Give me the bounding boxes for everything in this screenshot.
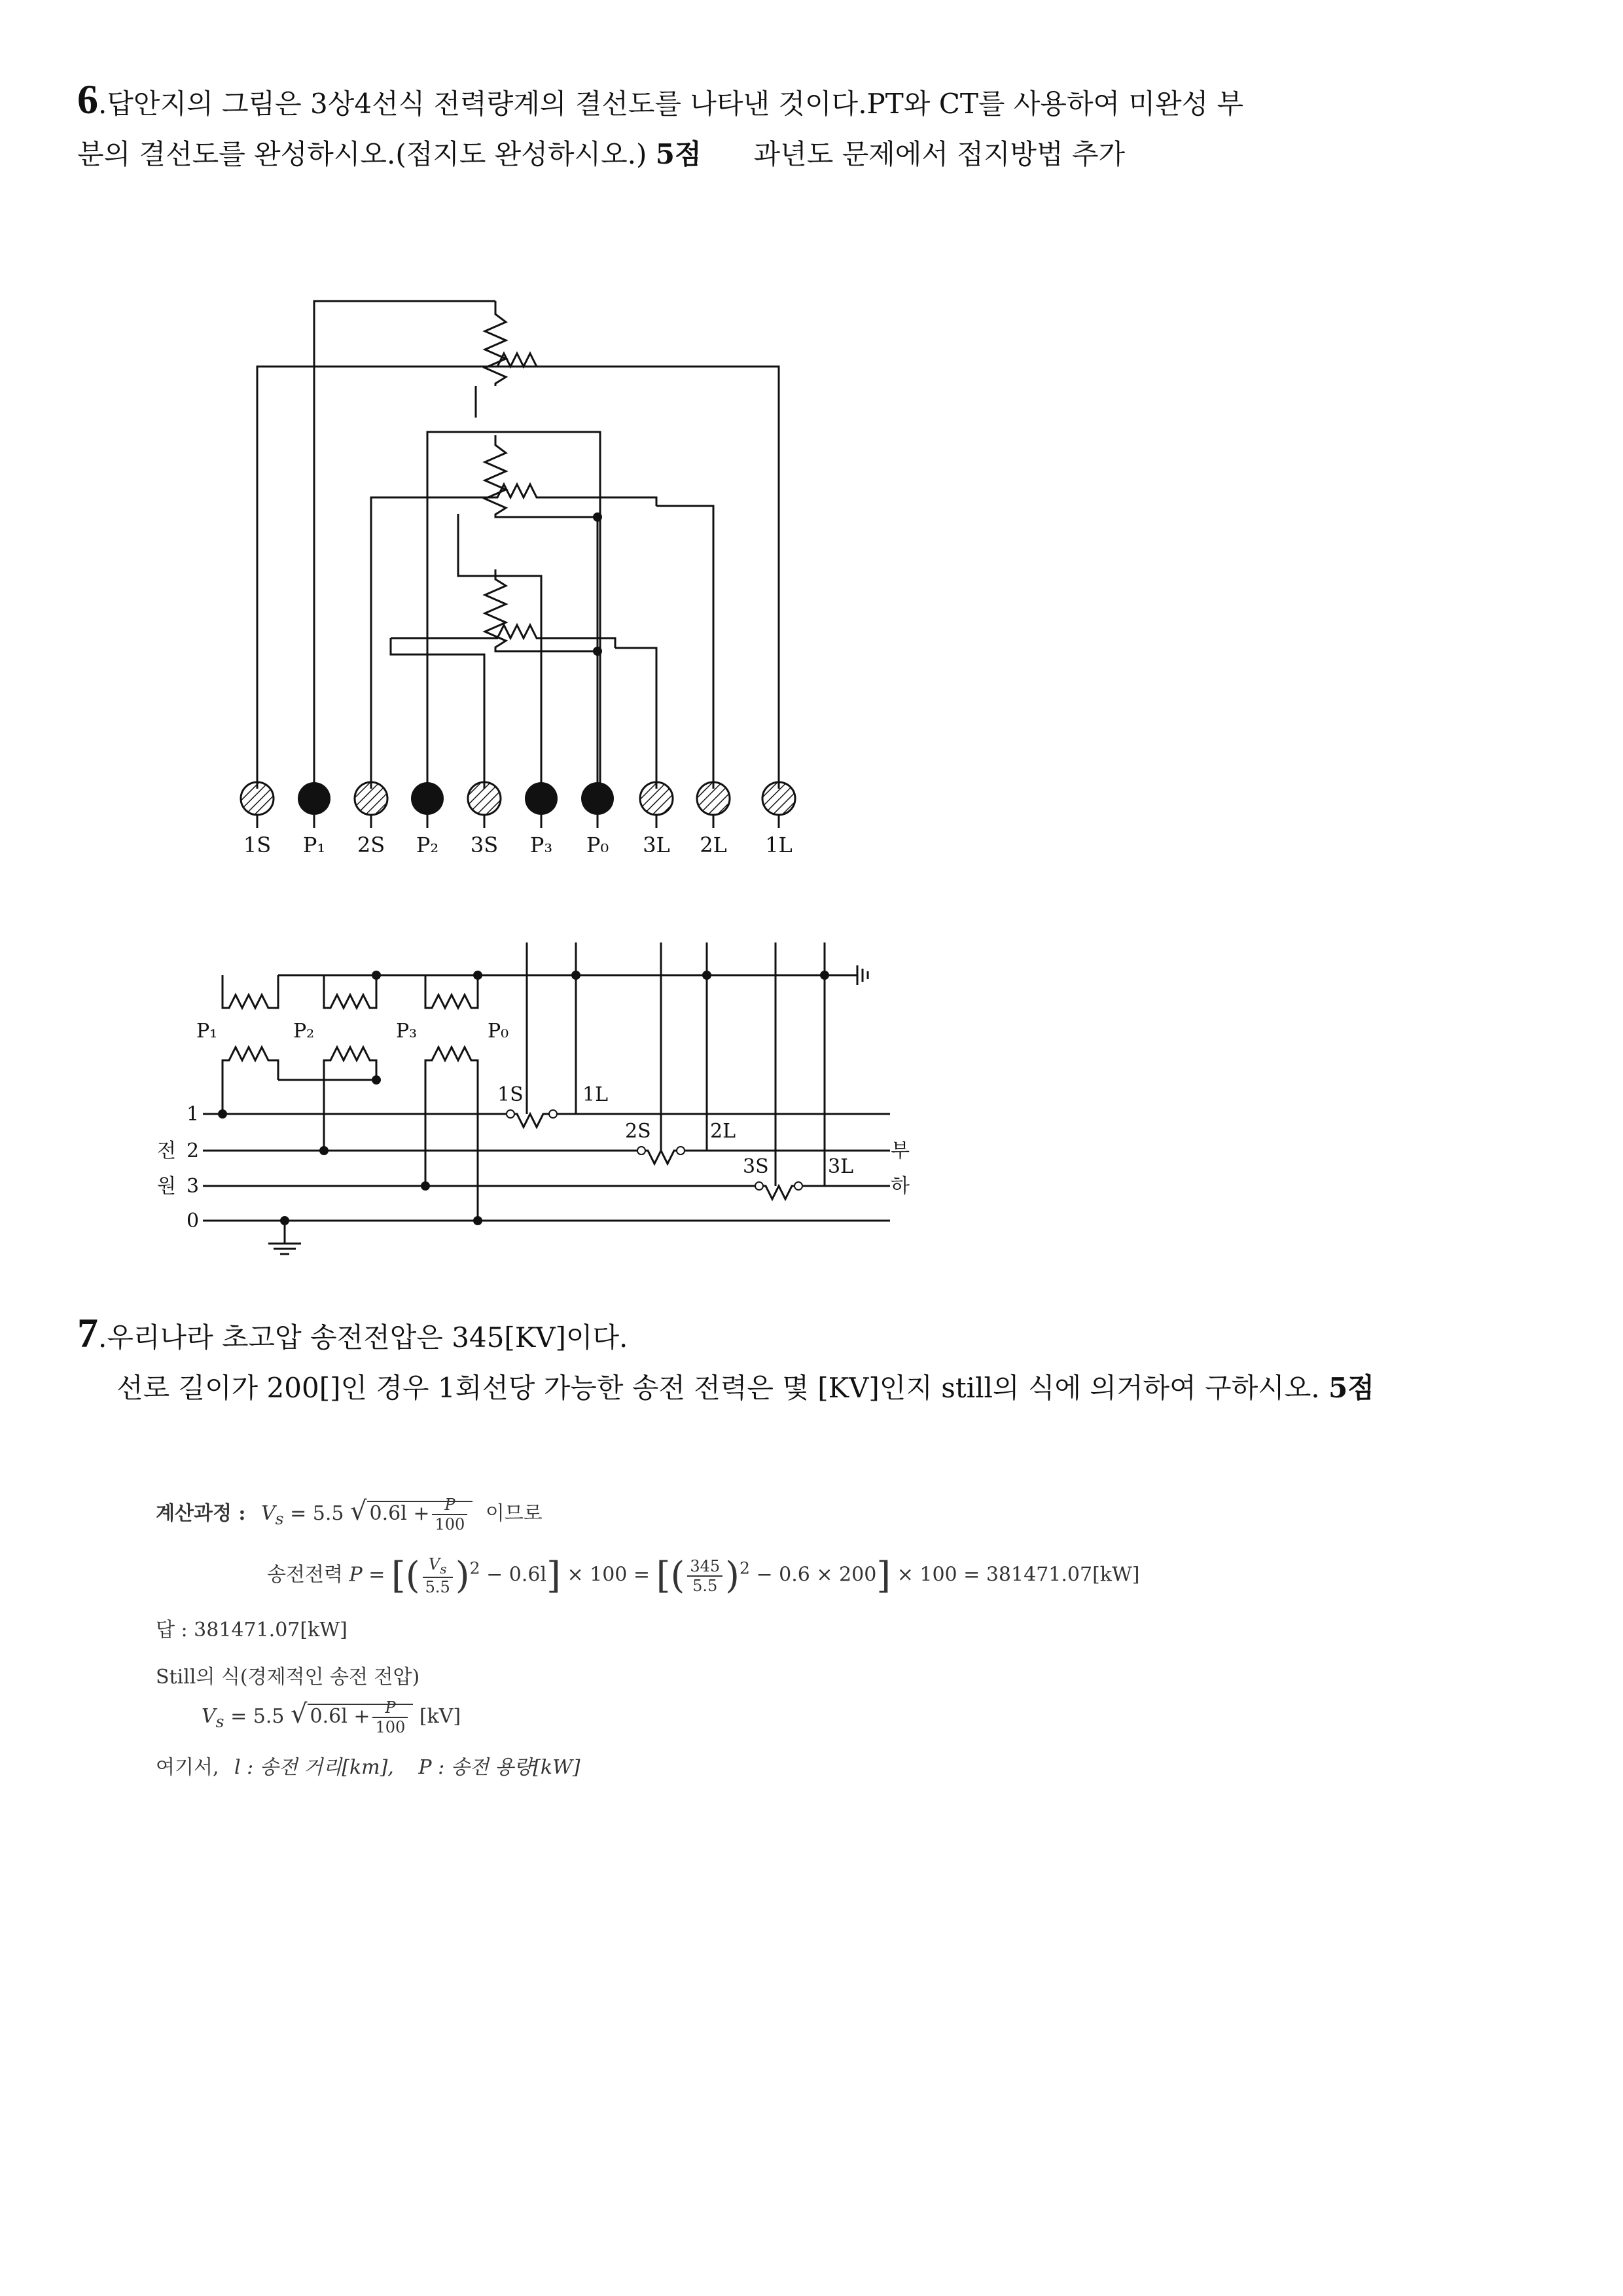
question-6-line-1: [77, 72, 1243, 132]
terminal-hatched: [468, 782, 501, 815]
terminal-solid: [525, 782, 558, 815]
terminal-label: P₁: [302, 833, 326, 857]
pt-label: P₀: [488, 1020, 509, 1043]
points-label: 5점: [1329, 1372, 1374, 1404]
question-text: .우리나라 초고압 송전전압은 345[KV]이다.: [98, 1321, 628, 1354]
power-row: 송전전력 P = [( $\frac{V_s}{5.5}$ )$^2$ − 0.6l] × 100 = [( $\frac{345}{5.5}$ )$^2$ − 0.6 × 200] × 100 = 381471.07[kW]: [267, 1554, 1140, 1597]
ct-label: 3L: [828, 1155, 854, 1178]
pt-label: P₂: [293, 1020, 315, 1043]
terminal-label: P₂: [416, 833, 439, 857]
question-6-line-2: [77, 127, 1125, 182]
pt-label: P₁: [196, 1020, 218, 1043]
terminal-label: 1L: [765, 833, 793, 857]
ct-label: 3S: [743, 1155, 769, 1178]
ct-label: 2L: [710, 1120, 736, 1143]
question-text: 선로 길이가 200[]인 경우 1회선당 가능한 송전 전력은 몇 [KV]인지 still의 식에 의거하여 구하시오.: [116, 1372, 1329, 1404]
terminal-hatched: [241, 782, 274, 815]
terminal-solid: [298, 782, 330, 815]
source-label: 원: [157, 1175, 176, 1198]
question-7-line-2: [116, 1361, 1374, 1416]
terminal-label: P₀: [586, 833, 609, 857]
terminal-row: [241, 782, 795, 815]
pt-label: P₃: [396, 1020, 418, 1043]
calc-row: 계산과정 : $V_s = 5.5$ √ 0.6l + $\frac{P}{100}$ 이므로: [156, 1496, 543, 1534]
pt-ct-wiring-diagram: [131, 929, 916, 1270]
terminal-hatched: [355, 782, 387, 815]
question-text: 분의 결선도를 완성하시오.(접지도 완성하시오.): [77, 138, 656, 170]
ct-label: 1S: [497, 1083, 524, 1106]
terminal-label: 1S: [243, 833, 272, 857]
terminal-solid: [411, 782, 444, 815]
terminal-label: 2S: [357, 833, 385, 857]
terminal-hatched: [697, 782, 730, 815]
terminal-label: 3L: [643, 833, 670, 857]
terminal-hatched: [640, 782, 673, 815]
terminal-solid: [581, 782, 614, 815]
line-label: 1: [187, 1103, 200, 1126]
terminal-label: 3S: [470, 833, 499, 857]
source-label: 전: [157, 1139, 176, 1162]
question-number: 6: [77, 76, 98, 122]
line-label: 0: [187, 1210, 200, 1232]
line-label: 3: [187, 1175, 200, 1198]
terminal-label: 2L: [700, 833, 727, 857]
terminal-label: P₃: [529, 833, 553, 857]
ct-label: 1L: [582, 1083, 609, 1106]
question-number: 7: [77, 1310, 98, 1356]
ct-label: 2S: [625, 1120, 651, 1143]
question-7-line-1: [77, 1306, 628, 1365]
question-note: 과년도 문제에서 접지방법 추가: [753, 138, 1126, 170]
calc-label: 계산과정 :: [156, 1502, 246, 1525]
still-title: Still의 식(경제적인 송전 전압): [156, 1666, 420, 1689]
line-label: 2: [187, 1139, 200, 1162]
load-label: 하: [891, 1175, 910, 1198]
junction-dot: [593, 647, 602, 656]
question-text: .답안지의 그림은 3상4선식 전력량계의 결선도를 나타낸 것이다.PT와 CT를 사용하여 미완성 부: [98, 88, 1244, 120]
points-label: 5점: [655, 138, 702, 170]
solution-block: [156, 1489, 1140, 1790]
where-row: 여기서, l : 송전 거리[km], P : 송전 용량[kW]: [156, 1756, 580, 1779]
junction-dot: [593, 512, 602, 522]
still-formula: $V_s = 5.5$ √ 0.6l + $\frac{P}{100}$ [kV]: [202, 1698, 461, 1736]
answer-row: 답 : 381471.07[kW]: [156, 1619, 348, 1641]
load-label: 부: [891, 1139, 910, 1162]
meter-connection-diagram: [216, 288, 870, 864]
terminal-hatched: [762, 782, 795, 815]
